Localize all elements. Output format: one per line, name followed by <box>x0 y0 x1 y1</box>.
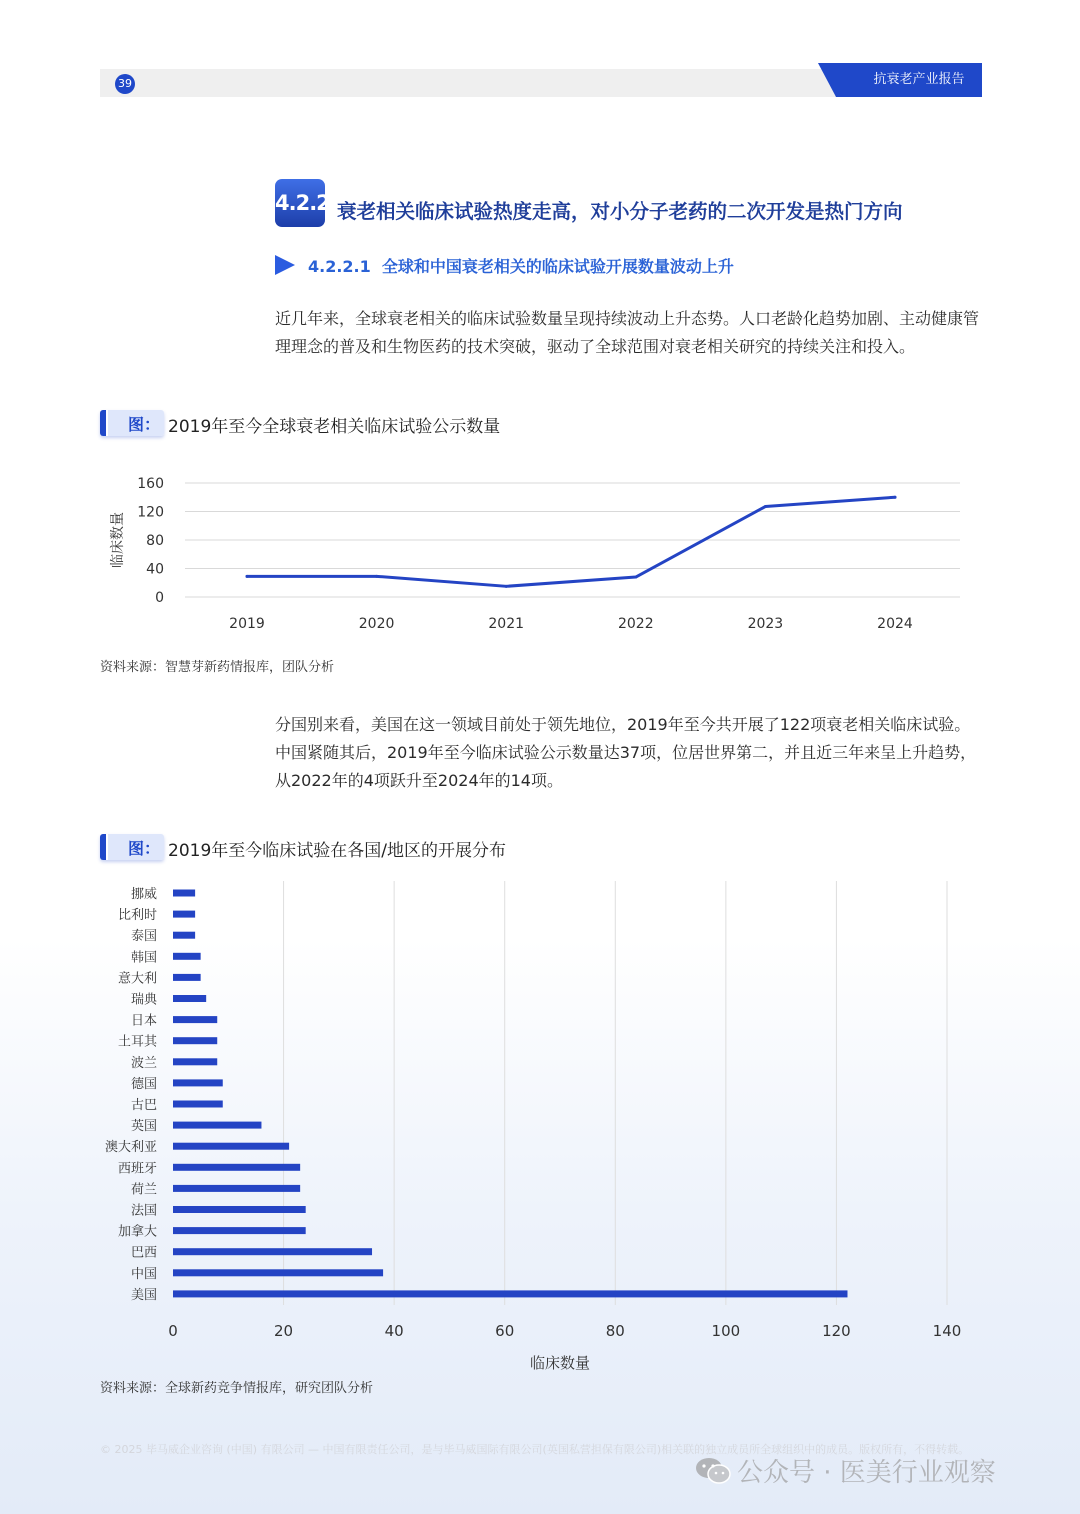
data-point <box>764 505 767 508</box>
category-label: 土耳其 <box>117 1034 157 1050</box>
report-title: 抗衰老产业报告 <box>873 72 965 87</box>
figure-marker-label: 图： <box>128 415 161 434</box>
y-tick-label: 120 <box>137 504 164 521</box>
x-tick-label: 2022 <box>617 616 654 632</box>
subsection-number: 4.2.2.1 <box>308 257 371 276</box>
x-tick-label: 100 <box>711 1322 741 1340</box>
x-tick-label: 20 <box>274 1322 294 1340</box>
figure-1-caption: 2019年至今全球衰老相关临床试验公示数量 <box>168 417 501 437</box>
watermark-text: 公众号 · 医美行业观察 <box>737 1458 996 1488</box>
y-tick-label: 160 <box>137 476 164 492</box>
x-tick-label: 2021 <box>488 616 525 632</box>
bar <box>173 1143 289 1150</box>
x-tick-label: 2024 <box>877 616 913 632</box>
bar-chart <box>100 875 980 1375</box>
bar <box>173 1122 261 1129</box>
category-label: 波兰 <box>130 1055 157 1071</box>
subsection-title <box>308 254 734 277</box>
section-title: 衰老相关临床试验热度走高，对小分子老药的二次开发是热门方向 <box>337 200 903 223</box>
series-line <box>247 497 895 586</box>
bar <box>173 1227 306 1234</box>
category-label: 比利时 <box>117 908 157 924</box>
figure-2-caption: 2019年至今临床试验在各国/地区的开展分布 <box>168 841 506 861</box>
category-label: 古巴 <box>130 1098 157 1113</box>
x-tick-label: 40 <box>384 1322 404 1340</box>
category-label: 德国 <box>130 1076 157 1092</box>
bar <box>173 995 206 1002</box>
watermark <box>695 1452 996 1489</box>
data-point <box>246 575 249 578</box>
page-number-badge: 39 <box>115 74 135 94</box>
subsection-title-text: 全球和中国衰老相关的临床试验开展数量波动上升 <box>381 257 734 276</box>
category-label: 加拿大 <box>117 1224 157 1240</box>
footer-legal-text: © 2025 毕马威企业咨询 (中国) 有限公司 — 中国有限责任公司，是与毕马威国际有限公司(英国私营担保有限公司)相关联的独立成员所全球组织中的成员。版权所有，不得转载。 <box>100 1443 970 1456</box>
x-tick-label: 2020 <box>358 616 395 632</box>
play-triangle-icon <box>275 255 295 275</box>
bar <box>173 1269 383 1276</box>
category-label: 中国 <box>130 1266 157 1282</box>
x-tick-label: 2023 <box>747 616 784 632</box>
bar <box>173 1037 217 1044</box>
bar <box>173 911 195 918</box>
bar <box>173 932 195 939</box>
x-tick-label: 120 <box>822 1322 851 1340</box>
bar <box>173 1101 223 1108</box>
body-paragraph-1: 近几年来，全球衰老相关的临床试验数量呈现持续波动上升态势。人口老龄化趋势加剧、主动健康管理理念的普及和生物医药的技术突破，驱动了全球范围对衰老相关研究的持续关注和投入。 <box>275 309 980 356</box>
figure-1-source: 资料来源：智慧芽新药情报库，团队分析 <box>100 660 335 675</box>
category-label: 荷兰 <box>130 1182 157 1198</box>
category-label: 韩国 <box>130 950 157 966</box>
x-axis-label: 临床数量 <box>529 1354 591 1372</box>
category-label: 澳大利亚 <box>104 1140 157 1156</box>
figure-2-source: 资料来源：全球新药竞争情报库，研究团队分析 <box>100 1381 374 1396</box>
x-tick-label: 140 <box>932 1322 962 1340</box>
bar <box>173 1058 217 1065</box>
y-tick-label: 80 <box>146 533 164 549</box>
bar <box>173 1290 847 1297</box>
bar <box>173 1079 223 1086</box>
category-label: 英国 <box>130 1119 157 1135</box>
bar <box>173 974 201 981</box>
data-point <box>894 496 897 499</box>
category-label: 日本 <box>130 1013 157 1029</box>
bar <box>173 1164 300 1171</box>
y-tick-label: 0 <box>155 590 164 606</box>
data-point <box>375 575 378 578</box>
category-label: 意大利 <box>117 971 157 987</box>
wechat-icon <box>695 1456 731 1486</box>
category-label: 巴西 <box>130 1245 157 1261</box>
category-label: 泰国 <box>130 929 157 945</box>
bar <box>173 890 195 897</box>
x-tick-label: 2019 <box>229 616 265 632</box>
data-point <box>634 576 637 579</box>
bar <box>173 1185 300 1192</box>
y-tick-label: 40 <box>146 561 164 578</box>
bar <box>173 1206 306 1213</box>
section-number: 4.2.2 <box>275 179 325 227</box>
x-tick-label: 0 <box>168 1322 178 1340</box>
figure-marker-label: 图： <box>128 839 161 858</box>
category-label: 西班牙 <box>117 1161 157 1177</box>
category-label: 瑞典 <box>130 992 157 1008</box>
bar <box>173 953 201 960</box>
bar <box>173 1248 372 1255</box>
category-label: 挪威 <box>130 887 157 902</box>
bar <box>173 1016 217 1023</box>
x-tick-label: 80 <box>605 1322 625 1340</box>
category-label: 美国 <box>130 1287 157 1303</box>
line-chart <box>100 465 980 645</box>
y-axis-label: 临床数量 <box>110 512 126 568</box>
body-paragraph-2: 分国别来看，美国在这一领域目前处于领先地位，2019年至今共开展了122项衰老相关临床试验。中国紧随其后，2019年至今临床试验公示数量达37项，位居世界第二，并且近三年来呈上升趋势，从2022年的4项跃升至2024年的14项。 <box>275 715 977 790</box>
category-label: 法国 <box>130 1203 157 1219</box>
data-point <box>505 585 508 588</box>
x-tick-label: 60 <box>495 1322 515 1340</box>
